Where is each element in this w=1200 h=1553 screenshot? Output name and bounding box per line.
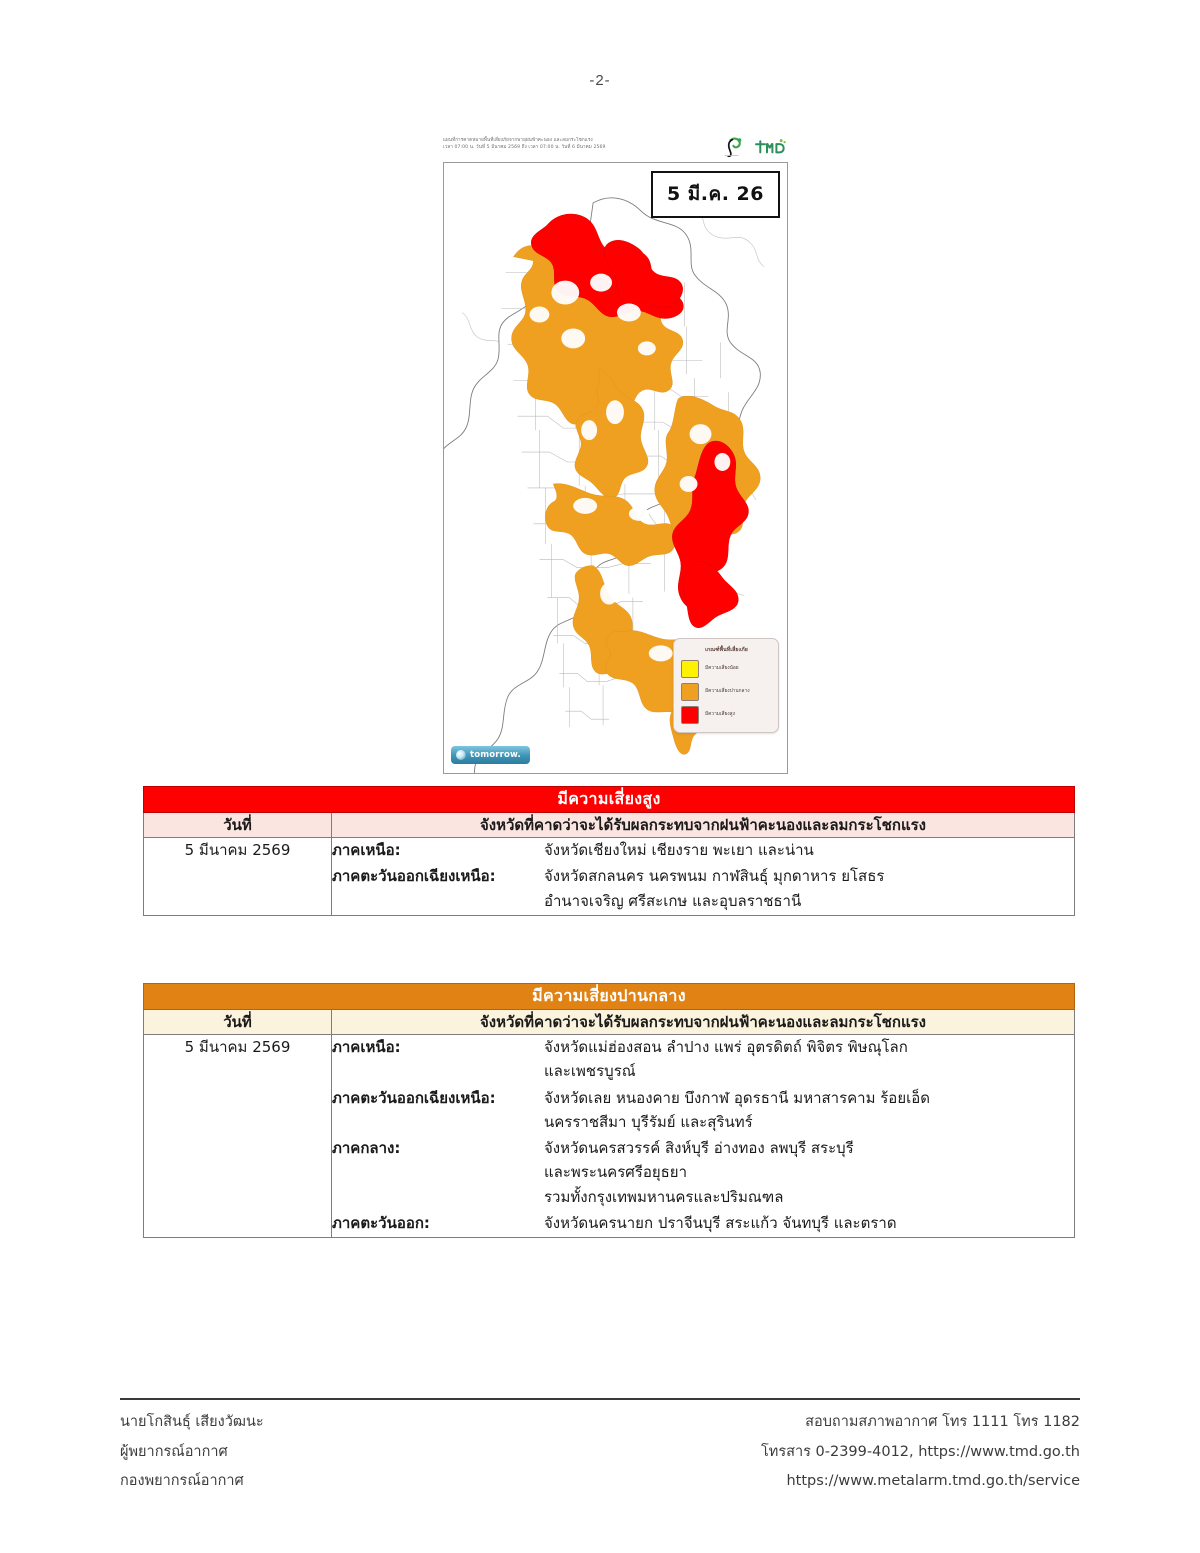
footer-author-name: นายโกสินธุ์ เสียงวัฒนะ (120, 1414, 264, 1430)
region-label: ภาคตะวันออกเฉียงเหนือ: (332, 867, 496, 886)
legend-swatch-moderate (681, 683, 699, 701)
province-line: และพระนครศรีอยุธยา (544, 1163, 688, 1182)
row-date: 5 มีนาคม 2569 (144, 838, 332, 916)
legend-label-low: มีความเสี่ยงน้อย (705, 666, 739, 672)
footer-service-url[interactable]: https://www.metalarm.tmd.go.th/service (786, 1473, 1080, 1490)
high-risk-table (143, 786, 1075, 916)
region-provinces (544, 1136, 854, 1209)
province-line: อำนาจเจริญ ศรีสะเกษ และอุบลราชธานี (544, 891, 802, 910)
legend-item-low (681, 660, 772, 678)
tmd-logo-icon (754, 138, 788, 156)
tomorrow-watermark-badge (451, 746, 530, 764)
high-risk-table-title: มีความเสี่ยงสูง (144, 787, 1075, 813)
region-entry (332, 1211, 1074, 1235)
region-provinces (544, 1035, 908, 1084)
region-entry (332, 1035, 1074, 1084)
page-number: -2- (589, 72, 611, 89)
region-label: ภาคกลาง: (332, 1139, 401, 1158)
map-caption-line-1: แผนที่การคาดหมายพื้นที่เสี่ยงภัยจากพายุฝนฟ้าคะนอง และลมกระโชกแรง (443, 138, 593, 143)
table-row (144, 1035, 1075, 1238)
region-entry (332, 1136, 1074, 1209)
tomorrow-globe-icon (456, 750, 466, 760)
region-entry (332, 1086, 1074, 1135)
legend-swatch-high (681, 706, 699, 724)
region-provinces (544, 838, 814, 862)
thailand-risk-map (443, 162, 788, 774)
column-header-provinces: จังหวัดที่คาดว่าจะได้รับผลกระทบจากฝนฟ้าคะนองและลมกระโชกแรง (332, 1010, 1075, 1035)
row-regions (332, 1035, 1075, 1238)
table-header-row (144, 813, 1075, 838)
map-date-badge: 5 มี.ค. 26 (651, 171, 780, 218)
table-title-row (144, 984, 1075, 1010)
region-label: ภาคเหนือ: (332, 841, 401, 859)
region-label: ภาคตะวันออกเฉียงเหนือ: (332, 1088, 496, 1107)
region-provinces (544, 1086, 930, 1135)
province-line: จังหวัดเลย หนองคาย บึงกาฬ อุดรธานี มหาสารคาม ร้อยเอ็ด (544, 1088, 930, 1107)
region-provinces (544, 1211, 897, 1235)
footer-author-title: ผู้พยากรณ์อากาศ (120, 1443, 228, 1460)
legend-title: เกณฑ์พื้นที่เสี่ยงภัย (705, 647, 748, 653)
table-title-row (144, 787, 1075, 813)
column-header-date: วันที่ (144, 1010, 332, 1035)
region-label: ภาคเหนือ: (332, 1038, 401, 1056)
column-header-date: วันที่ (144, 813, 332, 838)
footer-author-block (120, 1408, 264, 1497)
page-footer (120, 1408, 1080, 1497)
region-entry (332, 864, 1074, 913)
region-label: ภาคตะวันออก: (332, 1214, 430, 1233)
column-header-provinces: จังหวัดที่คาดว่าจะได้รับผลกระทบจากฝนฟ้าคะนองและลมกระโชกแรง (332, 813, 1075, 838)
map-caption-line-2: เวลา 07:00 น. วันที่ 5 มีนาคม 2569 ถึง เวลา 07:00 น. วันที่ 6 มีนาคม 2569 (443, 144, 606, 150)
legend-swatch-low (681, 660, 699, 678)
legend-item-moderate (681, 683, 772, 701)
moderate-risk-table-title: มีความเสี่ยงปานกลาง (144, 984, 1075, 1010)
province-line: จังหวัดแม่ฮ่องสอน ลำปาง แพร่ อุตรดิตถ์ พิจิตร พิษณุโลก (544, 1038, 908, 1056)
footer-contact-block (761, 1408, 1080, 1497)
province-line: จังหวัดนครนายก ปราจีนบุรี สระแก้ว จันทบุรี และตราด (544, 1214, 897, 1233)
footer-author-division: กองพยากรณ์อากาศ (120, 1473, 244, 1490)
footer-divider (120, 1398, 1080, 1400)
map-caption-row (443, 136, 788, 162)
province-line: นครราชสีมา บุรีรัมย์ และสุรินทร์ (544, 1112, 753, 1131)
legend-label-high: มีความเสี่ยงสูง (705, 712, 735, 718)
province-line: จังหวัดเชียงใหม่ เชียงราย พะเยา และน่าน (544, 841, 814, 859)
map-legend (673, 638, 779, 733)
map-caption (443, 136, 606, 152)
region-entry (332, 838, 1074, 862)
row-date: 5 มีนาคม 2569 (144, 1035, 332, 1238)
region-provinces (544, 864, 884, 913)
moderate-risk-table (143, 983, 1075, 1238)
table-header-row (144, 1010, 1075, 1035)
province-line: จังหวัดสกลนคร นครพนม กาฬสินธุ์ มุกดาหาร ยโสธร (544, 867, 885, 886)
row-regions (332, 838, 1075, 916)
province-line: และเพชรบูรณ์ (544, 1062, 636, 1081)
province-line: รวมทั้งกรุงเทพมหานครและปริมณฑล (544, 1187, 784, 1206)
legend-label-moderate: มีความเสี่ยงปานกลาง (705, 689, 750, 695)
footer-phone-line: สอบถามสภาพอากาศ โทร 1111 โทร 1182 (805, 1414, 1080, 1430)
risk-map-figure (443, 136, 788, 774)
tomorrow-watermark-text: tomorrow. (470, 750, 521, 760)
table-row (144, 838, 1075, 916)
map-logos (723, 136, 788, 157)
footer-fax-website-line[interactable]: โทรสาร 0-2399-4012, https://www.tmd.go.th (761, 1443, 1080, 1460)
disaster-prevention-logo-icon (723, 137, 745, 157)
province-line: จังหวัดนครสวรรค์ สิงห์บุรี อ่างทอง ลพบุรี สระบุรี (544, 1139, 854, 1158)
legend-item-high (681, 706, 772, 724)
